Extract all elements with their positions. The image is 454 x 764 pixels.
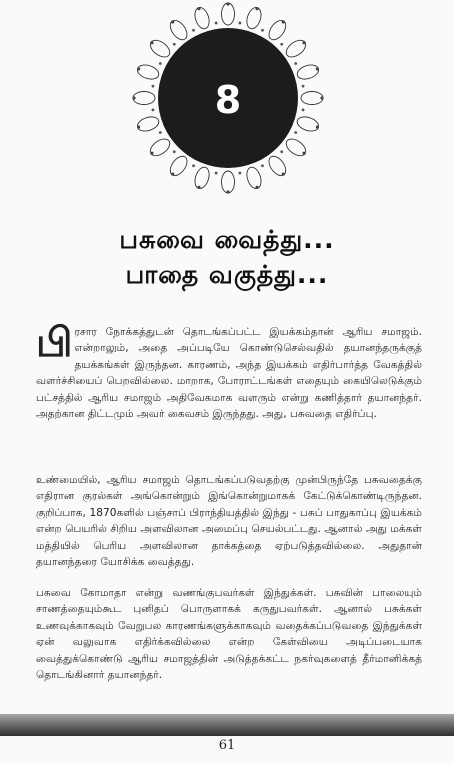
page-number: 61 (218, 738, 236, 753)
chapter-title-line-2: பாதை வகுத்து... (125, 260, 329, 289)
inner-dot (294, 131, 297, 134)
petal-outline (244, 165, 263, 190)
petal-outline (136, 62, 161, 81)
petal-outline (147, 37, 172, 60)
petal-dot (137, 67, 140, 70)
petal-dot (282, 172, 285, 175)
inner-dot (192, 29, 195, 32)
chapter-number: 8 (214, 78, 242, 122)
inner-dot (192, 164, 195, 167)
petal-outline (283, 136, 308, 159)
inner-dot (215, 22, 218, 25)
petal-outline (222, 3, 235, 25)
paragraph-2: உண்மையில், ஆரிய சமாஜம் தொடங்கப்படுவதற்கு முன்பிருந்தே பசுவதைக்கு எதிரான குரல்கள் அங்கொன்றும் இங்கொன்றுமாகக் கேட்டுக்கொண்டிருந்தன. குறிப்பாக, 1870களில் பஞ்சாப் பிராந்தியத்தில் இந்து - பசுப் பாதுகாப்பு இயக்கம் என்ற பெயரில் சிறிய அளவிலான அமைப்பு செயல்பட்டது. ஆனால் அது மக்கள் மத்தியில் பெரிய அளவிலான தாக்கத்தை ஏற்படுத்தவில்லை. அதுதான் தயானந்தரை யோசிக்க வைத்தது. (36, 474, 422, 569)
paragraph-1 (36, 320, 422, 422)
inner-dot (280, 43, 283, 46)
inner-dot (294, 62, 297, 65)
petal-dot (197, 7, 200, 10)
petal-dot (316, 125, 319, 128)
petal-dot (171, 20, 174, 23)
petal-dot (255, 186, 258, 189)
inner-dot (215, 172, 218, 175)
drop-cap: பி (36, 320, 71, 366)
petal-dot (150, 152, 153, 155)
inner-dot (173, 43, 176, 46)
petal-dot (150, 41, 153, 44)
petal-outline (244, 6, 263, 31)
petal-outline (222, 171, 235, 193)
petal-dot (226, 190, 229, 193)
petal-outline (192, 6, 211, 31)
inner-dot (261, 29, 264, 32)
inner-dot (261, 164, 264, 167)
petal-dot (197, 186, 200, 189)
inner-dot (280, 150, 283, 153)
petal-outline (167, 153, 190, 178)
petal-dot (316, 67, 319, 70)
inner-dot (173, 150, 176, 153)
petal-dot (302, 41, 305, 44)
petal-outline (266, 153, 289, 178)
petal-dot (302, 152, 305, 155)
paragraph-3: பசுவை கோமாதா என்று வணங்குபவர்கள் இந்துக்கள். பசுவின் பாலையும் சாணத்தையும்கூட புனிதப் பொருளாகக் கருதுபவர்கள். ஆனால் பசுக்கள் உணவுக்காகவும் வேறுபல காரணங்களுக்காகவும் வதைக்கப்படுவதை இந்துக்கள் ஏன் வலுவாக எதிர்க்கவில்லை என்ற கேள்வியை அடிப்படையாக வைத்துக்கொண்டு ஆரிய சமாஜத்தின் அடுத்தக்கட்ட நகர்வுகளைத் தீர்மானிக்கத் தொடங்கினார் தயானந்தர். (36, 587, 422, 682)
inner-dot (238, 172, 241, 175)
petal-outline (167, 17, 190, 42)
inner-dot (238, 22, 241, 25)
paragraph-1-text: ரசார நோக்கத்துடன் தொடங்கப்பட்ட இயக்கம்தான் ஆரிய சமாஜம். என்றாலும், அதை அப்படியே கொண்டுசெல்வதில் தயானந்தருக்குத் தயக்கங்கள் இருந்தன. காரணம், அந்த இயக்கம் எதிர்பார்த்த வேகத்தில் வளர்ச்சியைப் பெறவில்லை. மாறாக, போராட்டங்கள் எதையும் கையிலெடுக்கும் பட்சத்தில் ஆரிய சமாஜம் அதிவேகமாக வளரும் என்று கணித்தார் தயானந்தர். அதற்கான திட்டமும் அவர் கைவசம் இருந்தது. அது, பசுவதை எதிர்ப்பு. (36, 326, 422, 421)
petal-dot (137, 125, 140, 128)
petal-outline (192, 165, 211, 190)
petal-outline (283, 37, 308, 60)
petal-dot (226, 2, 229, 5)
petal-outline (266, 17, 289, 42)
petal-outline (147, 136, 172, 159)
page-gutter-shadow (0, 714, 454, 736)
petal-dot (171, 172, 174, 175)
petal-dot (255, 7, 258, 10)
petal-dot (282, 20, 285, 23)
chapter-title-line-1: பசுவை வைத்து... (119, 225, 335, 254)
petal-outline (295, 62, 320, 81)
inner-dot (159, 62, 162, 65)
inner-dot (159, 131, 162, 134)
